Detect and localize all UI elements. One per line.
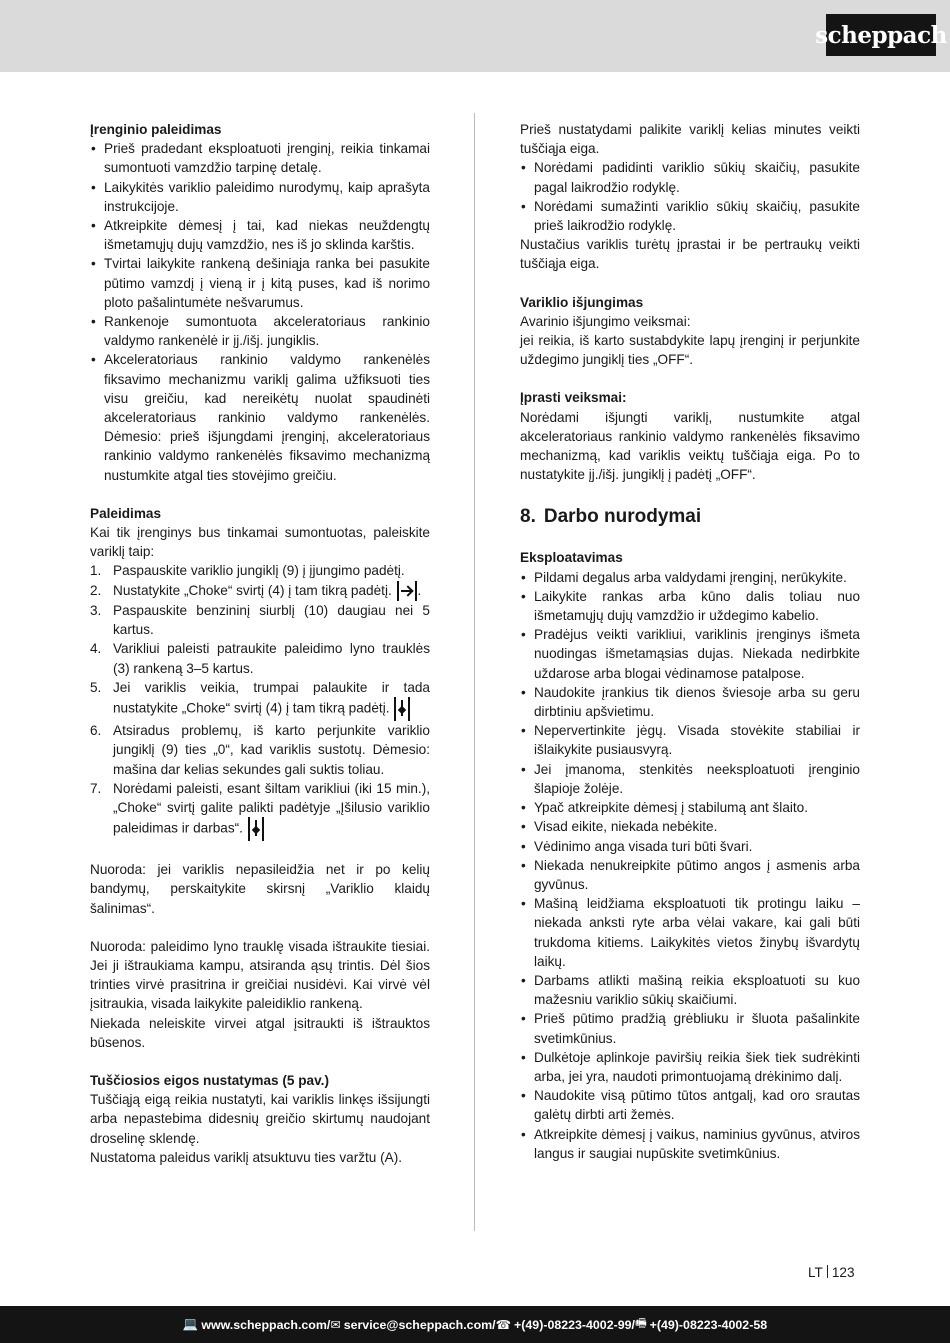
- step-text: Paspauskite variklio jungiklį (9) į įjungimo padėtį.: [113, 563, 405, 579]
- starting-step-item: [90, 678, 430, 721]
- section-title-operation: Eksploatavimas: [520, 550, 623, 566]
- starting-step-item: [90, 561, 430, 580]
- phone-icon: ☎: [495, 1318, 512, 1332]
- starting-step-item: [90, 601, 430, 639]
- startup-bullet-item: • Atkreipkite dėmesį į tai, kad niekas neuždengtų išmetamųjų dujų vamzdžio, nes iš jo sklinda karštis.: [90, 216, 430, 254]
- step-text: Paspauskite benzininį siurblį (10) daugiau nei 5 kartus.: [113, 603, 430, 638]
- choke-closed-icon: [397, 581, 417, 601]
- left-column: [90, 120, 430, 1167]
- idle-bullet-item: • Norėdami padidinti variklio sūkių skaičių, pasukite pagal laikrodžio rodyklę.: [520, 158, 860, 196]
- operation-bullet-item: • Darbams atlikti mašiną reikia eksploatuoti su kuo mažesniu variklio sūkių skaičiumi.: [520, 971, 860, 1009]
- page-number-value: 123: [831, 1265, 855, 1280]
- section-title-idle: Tuščiosios eigos nustatymas (5 pav.): [90, 1072, 329, 1088]
- startup-bullet-item: • Laikykitės variklio paleidimo nurodymų, kaip aprašyta instrukcijoje.: [90, 178, 430, 216]
- footer-website[interactable]: www.scheppach.com: [201, 1317, 327, 1332]
- step-number: 3.: [90, 603, 102, 619]
- step-text: Varikliui paleisti patraukite paleidimo lyno trauklės (3) rankeną 3–5 kartus.: [113, 641, 430, 676]
- step-number: 4.: [90, 641, 102, 657]
- chapter-heading: [520, 505, 860, 529]
- idle-bullet-list: [520, 158, 860, 235]
- startup-bullet-item: • Tvirtai laikykite rankeną dešiniąja ranka bei pasukite pūtimo vamzdį į vieną ir į kitą puses, kad iš norimo ploto pašalintumėte nešvarumus.: [90, 254, 430, 312]
- footer-phone: +(49)-08223-4002-99: [514, 1317, 632, 1332]
- step-text: Nustatykite „Choke“ svirtį (4) į tam tikrą padėtį.: [113, 582, 392, 598]
- email-icon: ✉: [330, 1318, 341, 1332]
- starting-step-item: [90, 721, 430, 779]
- operation-bullet-item: • Ypač atkreipkite dėmesį į stabilumą ant šlaito.: [520, 798, 860, 817]
- chapter-title: Darbo nurodymai: [543, 506, 702, 528]
- footer-fax: +(49)-08223-4002-58: [649, 1317, 768, 1332]
- section-title-stop: Variklio išjungimas: [520, 294, 644, 310]
- idle-paragraph-2: Nustatoma paleidus variklį atsuktuvu ties varžtu (A).: [90, 1149, 403, 1165]
- starting-step-item: [90, 779, 430, 841]
- operation-bullet-item: • Mašiną leidžiama eksploatuoti tik protingu laiku – niekada anksti ryte arba vėlai vakare, kai gali būti trukdoma kitiems. Laikykitės vietos žinybų išvardytų laikų.: [520, 894, 860, 971]
- starting-steps-list: [90, 561, 430, 841]
- footer-separator: /: [492, 1317, 496, 1332]
- startup-bullet-item: • Rankenoje sumontuota akceleratoriaus rankinio valdymo rankenėlė ir įj./išj. jungiklis.: [90, 312, 430, 350]
- footer-email[interactable]: service@scheppach.com: [343, 1317, 493, 1332]
- step-number: 6.: [90, 723, 102, 739]
- right-column: [520, 120, 860, 1163]
- operation-bullet-item: • Dulkėtoje aplinkoje paviršių reikia šiek tiek sudrėkinti arba, jei yra, naudoti primontuojamą drėkinimo dalį.: [520, 1048, 860, 1086]
- note-rope: Nuoroda: paleidimo lyno trauklę visada ištraukite tiesiai. Jei ji ištraukiama kampu, atsiranda ąsų trintis. Dėl šios trinties virvė prasitrina ir greičiai nusidėvi. Kai virvė vėl įsitraukia, visada laikykite paleidiklio rankeną.: [90, 938, 430, 1012]
- startup-bullet-list: [90, 139, 430, 485]
- section-title-startup: Įrenginio paleidimas: [90, 122, 222, 137]
- starting-intro: Kai tik įrenginys bus tinkamai sumontuotas, paleiskite variklį taip:: [90, 525, 430, 560]
- idle-bullet-item: • Norėdami sumažinti variklio sūkių skaičių, pasukite prieš laikrodžio rodyklę.: [520, 197, 860, 235]
- scheppach-logo: scheppach: [826, 14, 936, 56]
- operation-bullet-item: • Nepervertinkite jėgų. Visada stovėkite stabiliai ir išlaikykite pusiausvyrą.: [520, 721, 860, 759]
- note-restart: Nuoroda: jei variklis nepasileidžia net ir po kelių bandymų, perskaitykite skirsnį „Variklio klaidų šalinimas“.: [90, 862, 430, 916]
- idle-result-paragraph: Nustačius variklis turėtų įprastai ir be pertraukų veikti tuščiąja eiga.: [520, 237, 860, 272]
- chapter-number: 8.: [520, 506, 536, 528]
- idle-prep-paragraph: Prieš nustatydami palikite variklį kelias minutes veikti tuščiąja eiga.: [520, 122, 860, 157]
- emergency-stop-label: Avarinio išjungimo veiksmai:: [520, 313, 691, 329]
- section-title-starting: Paleidimas: [90, 505, 162, 521]
- note-rope-return: Niekada neleiskite virvei atgal įsitraukti iš ištrauktos būsenos.: [90, 1015, 430, 1050]
- step-text: Jei variklis veikia, trumpai palaukite ir tada nustatykite „Choke“ svirtį (4) į tam tikrą padėtį.: [113, 679, 430, 716]
- operation-bullet-item: • Pradėjus veikti varikliui, variklinis įrenginys išmeta nuodingas išmetamąsias dujas. Niekada nedirbkite uždarose arba blogai vėdinamose patalpose.: [520, 625, 860, 683]
- idle-paragraph-1: Tuščiąją eigą reikia nustatyti, kai variklis linkęs išsijungti arba nepastebima didesnių greičio skirtumų naudojant droselinę sklendę.: [90, 1092, 430, 1146]
- choke-open-icon: [248, 817, 264, 841]
- top-header-bar: [0, 0, 950, 72]
- step-number: 1.: [90, 563, 102, 579]
- footer-separator: /: [631, 1317, 635, 1332]
- operation-bullet-item: • Laikykite rankas arba kūno dalis toliau nuo išmetamųjų dujų vamzdžio ir uždegimo kabelio.: [520, 587, 860, 625]
- startup-bullet-item: • Prieš pradedant eksploatuoti įrenginį, reikia tinkamai sumontuoti vamzdžio tarpinę detalę.: [90, 139, 430, 177]
- footer-separator: /: [326, 1317, 331, 1332]
- page-language: LT: [808, 1265, 823, 1280]
- operation-bullet-list: [520, 568, 860, 1163]
- emergency-stop-text: jei reikia, iš karto sustabdykite lapų įrenginį ir perjunkite uždegimo jungiklį ties „OFF“.: [520, 333, 860, 368]
- operation-bullet-item: • Naudokite įrankius tik dienos šviesoje arba su geru dirbtiniu apšvietimu.: [520, 683, 860, 721]
- startup-bullet-item: • Akceleratoriaus rankinio valdymo rankenėlės fiksavimo mechanizmu variklį galima užfiksuoti ties visu greičiu, kad nereikėtų nuolat spaudinėti akceleratoriaus rankinio valdymo rankenėlės. Dėmesio: prieš išjungdami įrenginį, akceleratoriaus rankinio valdymo rankenėlės fiksavimo mechanizmą nustumkite atgal ties stovėjimo greičiu.: [90, 350, 430, 484]
- operation-bullet-item: • Jei įmanoma, stenkitės neeksploatuoti įrenginio šlapioje žolėje.: [520, 760, 860, 798]
- operation-bullet-item: • Vėdinimo anga visada turi būti švari.: [520, 837, 860, 856]
- starting-step-item: [90, 639, 430, 677]
- computer-icon: 💻: [182, 1317, 199, 1331]
- operation-bullet-item: • Prieš pūtimo pradžią grėbliuku ir šluota pašalinkite svetimkūnius.: [520, 1009, 860, 1047]
- step-icon-suffix: .: [417, 582, 422, 598]
- normal-stop-text: Norėdami išjungti variklį, nustumkite atgal akceleratoriaus rankinio valdymo rankenėlės fiksavimo mechanizmą, kad variklis veiktų tuščiąja eiga. Po to nustatykite įj./išj. jungiklį į padėtį „OFF“.: [520, 409, 860, 483]
- step-text: Norėdami paleisti, esant šiltam varikliui (iki 15 min.), „Choke“ svirtį galite palikti padėtyje „Įšilusio variklio paleidimas ir darbas“.: [113, 780, 430, 836]
- step-number: 7.: [90, 780, 102, 796]
- footer-contact-bar: [0, 1306, 950, 1343]
- choke-open-icon: [394, 697, 410, 721]
- operation-bullet-item: • Niekada nenukreipkite pūtimo angos į asmenis arba gyvūnus.: [520, 856, 860, 894]
- operation-bullet-item: • Pildami degalus arba valdydami įrenginį, nerūkykite.: [520, 568, 860, 587]
- operation-bullet-item: • Naudokite visą pūtimo tūtos antgalį, kad oro srautas galėtų dirbti arti žemės.: [520, 1086, 860, 1124]
- starting-step-item: [90, 581, 430, 601]
- step-number: 2.: [90, 582, 102, 598]
- section-title-normal: Įprasti veiksmai:: [520, 390, 627, 406]
- step-text: Atsiradus problemų, iš karto perjunkite variklio jungiklį (9) ties „0“, kad variklis sustotų. Dėmesio: mašina dar kelias sekundes gali suktis toliau.: [113, 723, 430, 777]
- fax-icon: 🖷: [634, 1316, 647, 1330]
- step-number: 5.: [90, 679, 102, 695]
- operation-bullet-item: • Visad eikite, niekada nebėkite.: [520, 817, 860, 836]
- page-number: [808, 1265, 855, 1280]
- operation-bullet-item: • Atkreipkite dėmesį į vaikus, naminius gyvūnus, atviros langus ir saugiai nupūskite svetimkūnius.: [520, 1125, 860, 1163]
- column-divider: [474, 113, 475, 1231]
